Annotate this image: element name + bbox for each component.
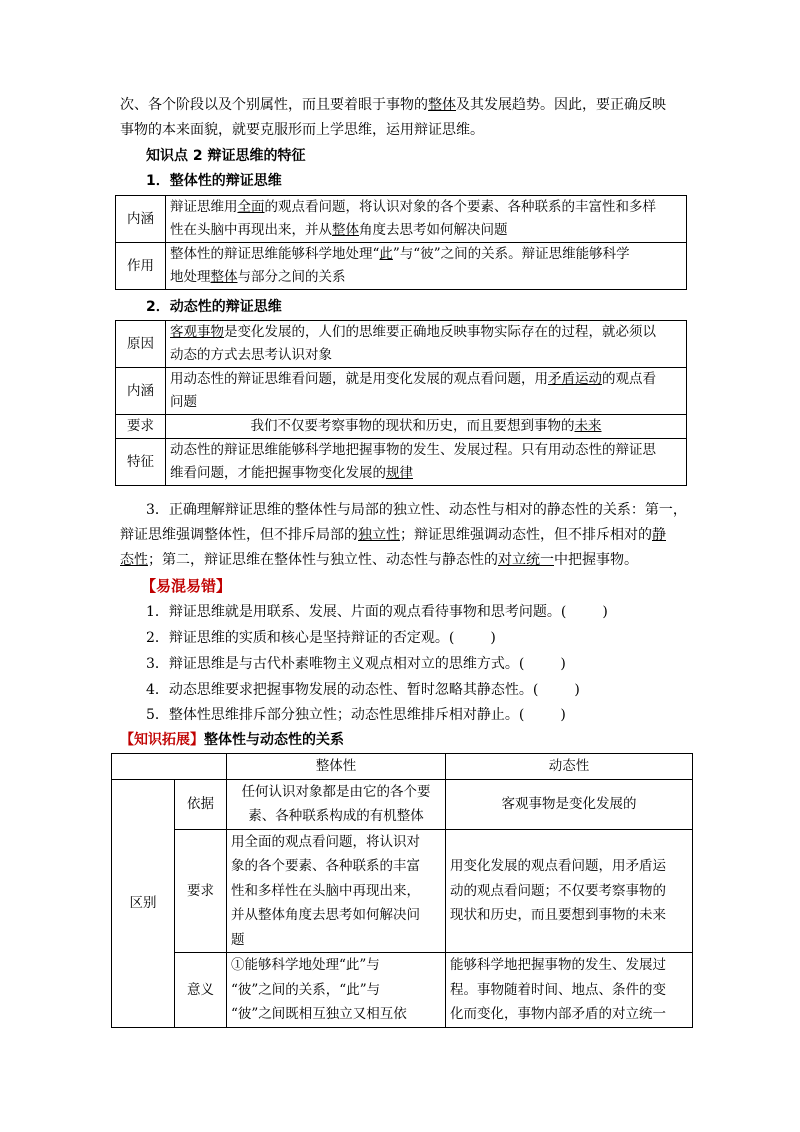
table-row (116, 415, 687, 439)
row-label: 内涵 (116, 368, 166, 415)
expand-title: 整体性与动态性的关系 (204, 732, 344, 748)
row-content: 辩证思维用全面的观点看问题，将认识对象的各个要素、各种联系的丰富性和多样 性在头脑中再现出来，并从整体角度去思考如何解决问题 (166, 196, 687, 243)
table-row (116, 196, 687, 243)
dynamic-cell: 能够科学地把握事物的发生、发展过 程。事物随着时间、地点、条件的变 化而变化，事物内部矛盾的对立统一 (446, 953, 693, 1028)
row-label: 内涵 (116, 196, 166, 243)
row-label: 特征 (116, 439, 166, 486)
dynamic-cell: 客观事物是变化发展的 (446, 779, 693, 829)
confuse-title: 【易混易错】 (141, 577, 232, 595)
whole-cell: 用全面的观点看问题，将认识对 象的各个要素、各种联系的丰富 性和多样性在头脑中再现出来， 并从整体角度去思考如何解决问 题 (227, 829, 446, 953)
relation-line-2: 辩证思维强调整体性，但不排斥局部的独立性；辩证思维强调动态性，但不排斥相对的静 (120, 527, 666, 543)
relation-line-1: 3．正确理解辩证思维的整体性与局部的独立性、动态性与相对的静态性的关系：第一， (146, 502, 687, 518)
intro-line-1: 次、各个阶段以及个别属性，而且要着眼于事物的整体及其发展趋势。因此，要正确反映 (120, 97, 666, 113)
header-whole: 整体性 (227, 754, 446, 780)
confuse-item: 4．动态思维要求把握事物发展的动态性、暂时忽略其静态性。( ) (146, 682, 580, 698)
relation-line-3: 态性；第二，辩证思维在整体性与独立性、动态性与静态性的对立统一中把握事物。 (120, 552, 638, 568)
confuse-item: 5．整体性思维排斥部分独立性；动态性思维排斥相对静止。( ) (146, 707, 566, 723)
confuse-item: 2．辩证思维的实质和核心是坚持辩证的否定观。( ) (146, 630, 496, 646)
row-content: 动态性的辩证思维能够科学地把握事物的发生、发展过程。只有用动态性的辩证思 维看问题，才能把握事物变化发展的规律 (166, 439, 687, 486)
row-label: 原因 (116, 321, 166, 368)
table-row (116, 321, 687, 368)
row-content: 用动态性的辩证思维看问题，就是用变化发展的观点看问题，用矛盾运动的观点看 问题 (166, 368, 687, 415)
table-row (112, 779, 693, 829)
table-row (116, 243, 687, 290)
table-row (112, 829, 693, 953)
expand-tag: 【知识拓展】 (120, 732, 204, 748)
table-row (116, 439, 687, 486)
table-row (112, 953, 693, 1028)
intro-line-2: 事物的本来面貌，就要克服形而上学思维，运用辩证思维。 (120, 122, 484, 138)
section-1-title: 1．整体性的辩证思维 (146, 173, 282, 189)
row-label: 作用 (116, 243, 166, 290)
whole-cell: 任何认识对象都是由它的各个要 素、各种联系构成的有机整体 (227, 779, 446, 829)
row-content: 我们不仅要考察事物的现状和历史，而且要想到事物的未来 (166, 415, 687, 439)
dynamic-table (115, 320, 687, 486)
header-dynamic: 动态性 (446, 754, 693, 780)
section-2-title: 2．动态性的辩证思维 (146, 299, 282, 315)
group-label: 区别 (112, 779, 175, 1027)
row-content: 整体性的辩证思维能够科学地处理“此”与“彼”之间的关系。辩证思维能够科学 地处理整体与部分之间的关系 (166, 243, 687, 290)
row-label: 要求 (116, 415, 166, 439)
knowledge-point-title: 知识点 2 辩证思维的特征 (146, 148, 306, 164)
row-label: 意义 (175, 953, 227, 1028)
confuse-item: 3．辩证思维是与古代朴素唯物主义观点相对立的思维方式。( ) (146, 656, 566, 672)
row-label: 依据 (175, 779, 227, 829)
confuse-item: 1．辩证思维就是用联系、发展、片面的观点看待事物和思考问题。( ) (146, 604, 608, 620)
dynamic-cell: 用变化发展的观点看问题，用矛盾运 动的观点看问题；不仅要考察事物的 现状和历史，而且要想到事物的未来 (446, 829, 693, 953)
whole-cell: ①能够科学地处理“此”与 “彼”之间的关系，“此”与 “彼”之间既相互独立又相互依 (227, 953, 446, 1028)
comparison-table (111, 753, 693, 1028)
expand-heading (120, 731, 344, 749)
table-row (116, 368, 687, 415)
row-label: 要求 (175, 829, 227, 953)
holistic-table (115, 195, 687, 290)
table-header-row (112, 754, 693, 780)
row-content: 客观事物是变化发展的，人们的思维要正确地反映事物实际存在的过程，就必须以 动态的方式去思考认识对象 (166, 321, 687, 368)
